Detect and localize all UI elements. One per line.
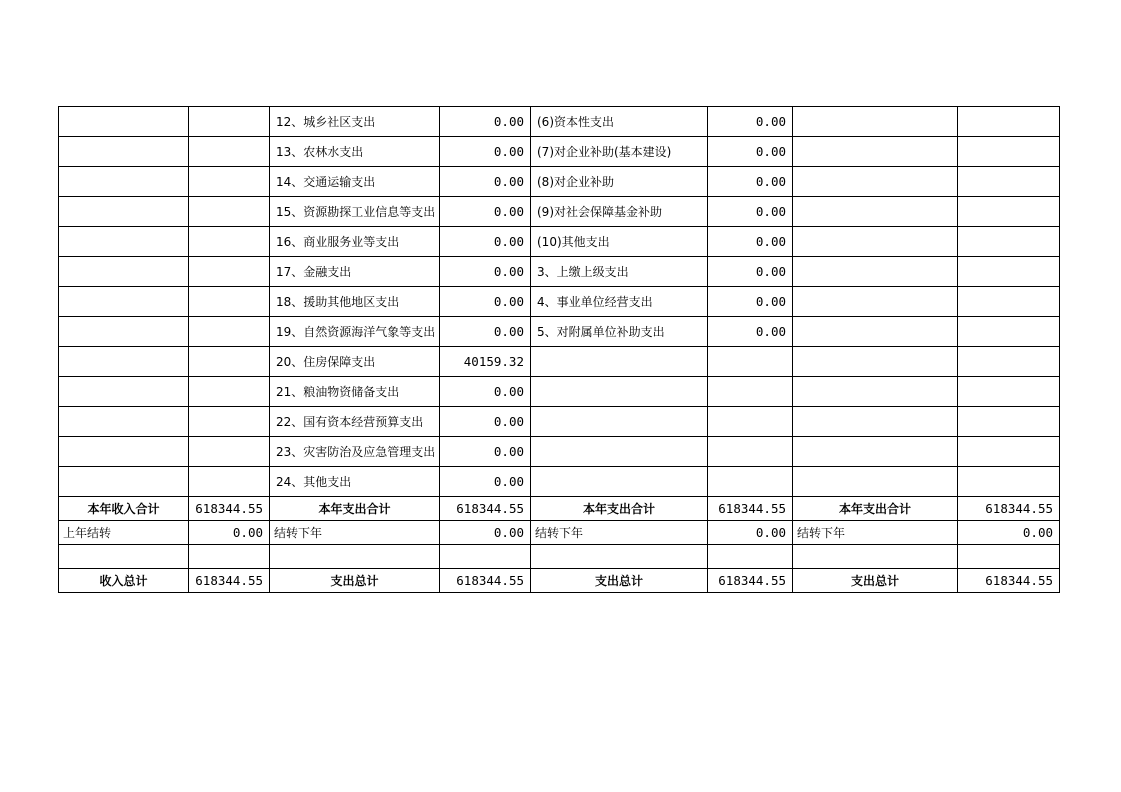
next-year-carryover-value: 0.00 [708,521,793,545]
empty-cell [708,545,793,569]
expense-grand-total-label: 支出总计 [793,569,958,593]
economic-item-name: 3、上缴上级支出 [531,257,708,287]
empty-cell [440,545,531,569]
expense-total-label: 本年支出合计 [270,497,440,521]
empty-cell [270,545,440,569]
economic-item-name [531,377,708,407]
next-year-carryover-label: 结转下年 [531,521,708,545]
income-grand-total-label: 收入总计 [59,569,189,593]
expense-item-name: 24、其他支出 [270,467,440,497]
economic-item-value: 0.00 [708,317,793,347]
economic-item-name [531,407,708,437]
economic-item-value [708,437,793,467]
expense-item-name: 14、交通运输支出 [270,167,440,197]
expense-item-name: 17、金融支出 [270,257,440,287]
empty-cell [189,137,270,167]
empty-cell [59,107,189,137]
expense-item-value: 0.00 [440,107,531,137]
economic-item-value [708,377,793,407]
economic-item-value: 0.00 [708,227,793,257]
empty-cell [958,107,1060,137]
economic-item-name [531,437,708,467]
table-body [59,107,1060,593]
empty-cell [958,545,1060,569]
blank-row [59,545,1060,569]
empty-cell [793,467,958,497]
economic-item-value [708,467,793,497]
next-year-carryover-value: 0.00 [958,521,1060,545]
carryover-row [59,521,1060,545]
economic-item-name: (7)对企业补助(基本建设) [531,137,708,167]
empty-cell [793,287,958,317]
empty-cell [793,137,958,167]
empty-cell [958,467,1060,497]
economic-item-name: (9)对社会保障基金补助 [531,197,708,227]
empty-cell [793,545,958,569]
empty-cell [958,317,1060,347]
next-year-carryover-value: 0.00 [440,521,531,545]
expense-grand-total-value: 618344.55 [958,569,1060,593]
expense-item-value: 0.00 [440,167,531,197]
prior-year-carryover-value: 0.00 [189,521,270,545]
empty-cell [59,347,189,377]
economic-item-name: (6)资本性支出 [531,107,708,137]
empty-cell [59,287,189,317]
economic-item-value: 0.00 [708,197,793,227]
expense-total-value: 618344.55 [440,497,531,521]
expense-item-name: 18、援助其他地区支出 [270,287,440,317]
next-year-carryover-label: 结转下年 [270,521,440,545]
table-row [59,467,1060,497]
income-grand-total-value: 618344.55 [189,569,270,593]
table-row [59,377,1060,407]
empty-cell [189,167,270,197]
totals-row [59,497,1060,521]
expense-item-value: 0.00 [440,437,531,467]
expense-item-value: 0.00 [440,197,531,227]
empty-cell [958,257,1060,287]
economic-item-name: 5、对附属单位补助支出 [531,317,708,347]
expense-item-name: 21、粮油物资储备支出 [270,377,440,407]
expense-item-value: 0.00 [440,227,531,257]
empty-cell [958,347,1060,377]
expense-item-name: 20、住房保障支出 [270,347,440,377]
expense-total-value: 618344.55 [708,497,793,521]
empty-cell [189,347,270,377]
empty-cell [793,437,958,467]
table-row [59,287,1060,317]
empty-cell [59,317,189,347]
economic-item-name [531,467,708,497]
empty-cell [59,407,189,437]
expense-grand-total-value: 618344.55 [708,569,793,593]
expense-item-value: 0.00 [440,257,531,287]
economic-item-name: (10)其他支出 [531,227,708,257]
empty-cell [793,317,958,347]
expense-grand-total-value: 618344.55 [440,569,531,593]
expense-item-name: 22、国有资本经营预算支出 [270,407,440,437]
empty-cell [59,167,189,197]
economic-item-value: 0.00 [708,167,793,197]
table-row [59,167,1060,197]
empty-cell [59,197,189,227]
expense-item-name: 13、农林水支出 [270,137,440,167]
expense-total-value: 618344.55 [958,497,1060,521]
expense-item-name: 23、灾害防治及应急管理支出 [270,437,440,467]
empty-cell [189,287,270,317]
expense-item-name: 12、城乡社区支出 [270,107,440,137]
table-row [59,317,1060,347]
empty-cell [189,317,270,347]
empty-cell [59,545,189,569]
economic-item-value: 0.00 [708,257,793,287]
empty-cell [958,407,1060,437]
expense-item-value: 0.00 [440,407,531,437]
table-row [59,197,1060,227]
expense-item-name: 19、自然资源海洋气象等支出 [270,317,440,347]
table-row [59,407,1060,437]
empty-cell [59,227,189,257]
table-row [59,227,1060,257]
empty-cell [189,407,270,437]
grand-total-row [59,569,1060,593]
empty-cell [793,407,958,437]
table-row [59,257,1060,287]
empty-cell [189,377,270,407]
empty-cell [189,107,270,137]
empty-cell [793,107,958,137]
income-total-value: 618344.55 [189,497,270,521]
empty-cell [189,545,270,569]
empty-cell [958,377,1060,407]
empty-cell [189,467,270,497]
expense-total-label: 本年支出合计 [793,497,958,521]
expense-item-name: 15、资源勘探工业信息等支出 [270,197,440,227]
empty-cell [793,197,958,227]
income-total-label: 本年收入合计 [59,497,189,521]
empty-cell [189,257,270,287]
empty-cell [958,137,1060,167]
empty-cell [59,377,189,407]
economic-item-value [708,347,793,377]
expense-item-value: 0.00 [440,467,531,497]
empty-cell [189,227,270,257]
empty-cell [59,437,189,467]
economic-item-value: 0.00 [708,107,793,137]
expense-item-value: 0.00 [440,287,531,317]
expense-item-name: 16、商业服务业等支出 [270,227,440,257]
empty-cell [793,167,958,197]
expense-grand-total-label: 支出总计 [531,569,708,593]
empty-cell [59,257,189,287]
expense-item-value: 40159.32 [440,347,531,377]
economic-item-value: 0.00 [708,137,793,167]
economic-item-name: (8)对企业补助 [531,167,708,197]
budget-table [58,106,1060,593]
expense-item-value: 0.00 [440,377,531,407]
empty-cell [531,545,708,569]
economic-item-value: 0.00 [708,287,793,317]
table-row [59,137,1060,167]
economic-item-value [708,407,793,437]
table-row [59,347,1060,377]
empty-cell [59,137,189,167]
empty-cell [958,287,1060,317]
empty-cell [793,257,958,287]
empty-cell [189,197,270,227]
empty-cell [793,347,958,377]
economic-item-name: 4、事业单位经营支出 [531,287,708,317]
empty-cell [189,437,270,467]
empty-cell [958,167,1060,197]
expense-total-label: 本年支出合计 [531,497,708,521]
next-year-carryover-label: 结转下年 [793,521,958,545]
empty-cell [793,377,958,407]
empty-cell [793,227,958,257]
table-row [59,107,1060,137]
expense-grand-total-label: 支出总计 [270,569,440,593]
prior-year-carryover-label: 上年结转 [59,521,189,545]
empty-cell [958,197,1060,227]
empty-cell [59,467,189,497]
economic-item-name [531,347,708,377]
table-row [59,437,1060,467]
empty-cell [958,437,1060,467]
empty-cell [958,227,1060,257]
expense-item-value: 0.00 [440,317,531,347]
expense-item-value: 0.00 [440,137,531,167]
